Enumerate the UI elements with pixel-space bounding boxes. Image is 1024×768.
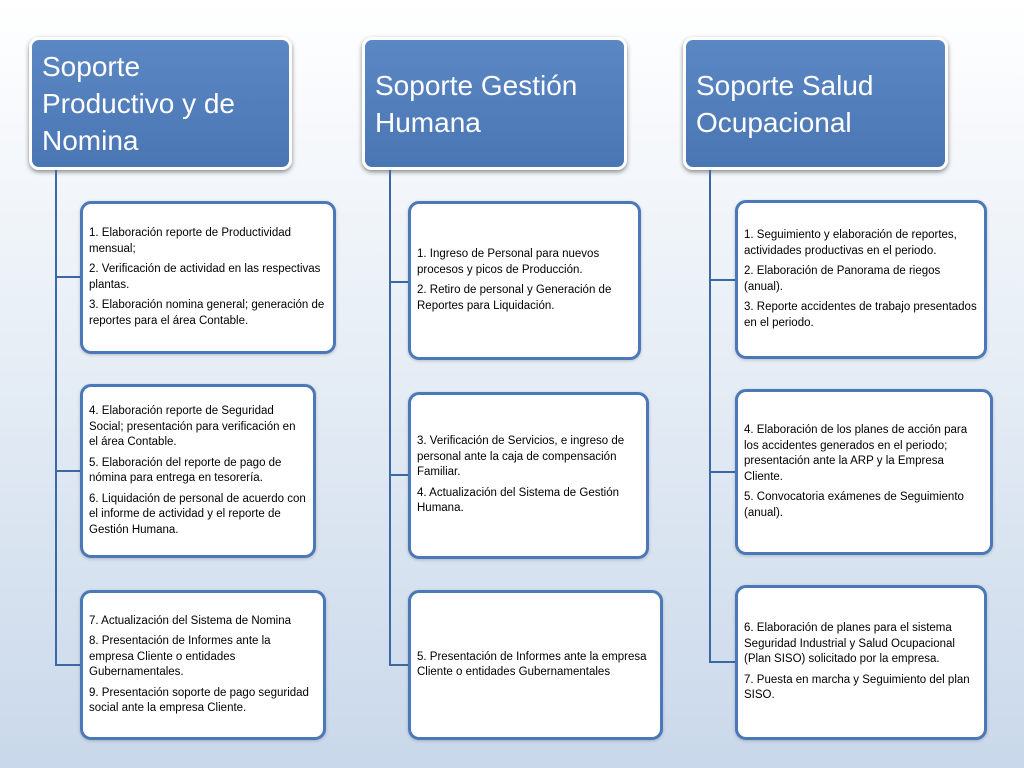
connector-horizontal — [55, 664, 82, 666]
task-box — [408, 201, 641, 360]
task-item: 5. Convocatoria exámenes de Seguimiento (anual). — [744, 491, 964, 519]
header-title: Soporte Salud Ocupacional — [696, 69, 874, 138]
task-item: 5. Presentación de Informes ante la empresa Cliente o entidades Gubernamentales — [417, 650, 647, 678]
task-item: 3. Reporte accidentes de trabajo presentados en el periodo. — [744, 301, 977, 329]
task-box — [408, 392, 649, 559]
task-item: 4. Actualización del Sistema de Gestión Humana. — [417, 486, 620, 515]
task-item: 3. Verificación de Servicios, e ingreso de personal ante la caja de compensación Familiar. — [417, 435, 625, 479]
task-box — [408, 590, 663, 740]
task-box — [80, 590, 326, 740]
task-item: 6. Elaboración de planes para el sistema Seguridad Industrial y Salud Ocupacional (Plan SISO) solicitado por la empresa. — [744, 622, 955, 666]
connector-vertical — [55, 170, 57, 665]
connector-horizontal — [709, 661, 737, 663]
header-soporte-salud-ocupacional — [683, 37, 948, 170]
task-box — [735, 585, 987, 740]
header-title: Soporte Gestión Humana — [375, 69, 578, 138]
task-item: 2. Elaboración de Panorama de riegos (anual). — [744, 265, 941, 293]
task-box — [80, 201, 336, 354]
header-soporte-productivo — [29, 37, 292, 170]
task-item: 2. Retiro de personal y Generación de Reportes para Liquidación. — [417, 284, 612, 312]
task-item: 3. Elaboración nomina general; generación de reportes para el área Contable. — [89, 299, 325, 327]
connector-horizontal — [55, 276, 82, 278]
task-item: 7. Actualización del Sistema de Nomina — [89, 614, 291, 627]
connector-horizontal — [709, 279, 737, 281]
connector-horizontal — [709, 471, 737, 473]
header-title: Soporte Productivo y de Nomina — [42, 51, 235, 156]
task-item: 4. Elaboración de los planes de acción para los accidentes generados en el periodo; presentación ante la ARP y la Empresa Cliente. — [744, 424, 968, 483]
connector-vertical — [709, 170, 711, 663]
task-item: 1. Elaboración reporte de Productividad mensual; — [89, 227, 292, 255]
task-box — [80, 384, 316, 558]
task-item: 4. Elaboración reporte de Seguridad Social; presentación para verificación en el área Contable. — [89, 405, 296, 448]
task-item: 9. Presentación soporte de pago seguridad social ante la empresa Cliente. — [89, 686, 309, 714]
task-box — [735, 389, 993, 555]
connector-vertical — [389, 170, 391, 665]
task-item: 7. Puesta en marcha y Seguimiento del plan SISO. — [744, 673, 970, 702]
header-soporte-gestion-humana — [362, 37, 627, 170]
task-item: 1. Seguimiento y elaboración de reportes, actividades productivas en el periodo. — [744, 229, 957, 257]
task-box — [735, 200, 987, 359]
task-item: 5. Elaboración del reporte de pago de nómina para entrega en tesorería. — [89, 456, 282, 484]
connector-horizontal — [55, 470, 82, 472]
task-item: 1. Ingreso de Personal para nuevos procesos y picos de Producción. — [417, 248, 600, 276]
task-item: 8. Presentación de Informes ante la empresa Cliente o entidades Gubernamentales. — [89, 635, 271, 678]
task-item: 2. Verificación de actividad en las respectivas plantas. — [89, 263, 321, 291]
task-item: 6. Liquidación de personal de acuerdo con el informe de actividad y el reporte de Gestión Humana. — [89, 492, 306, 536]
